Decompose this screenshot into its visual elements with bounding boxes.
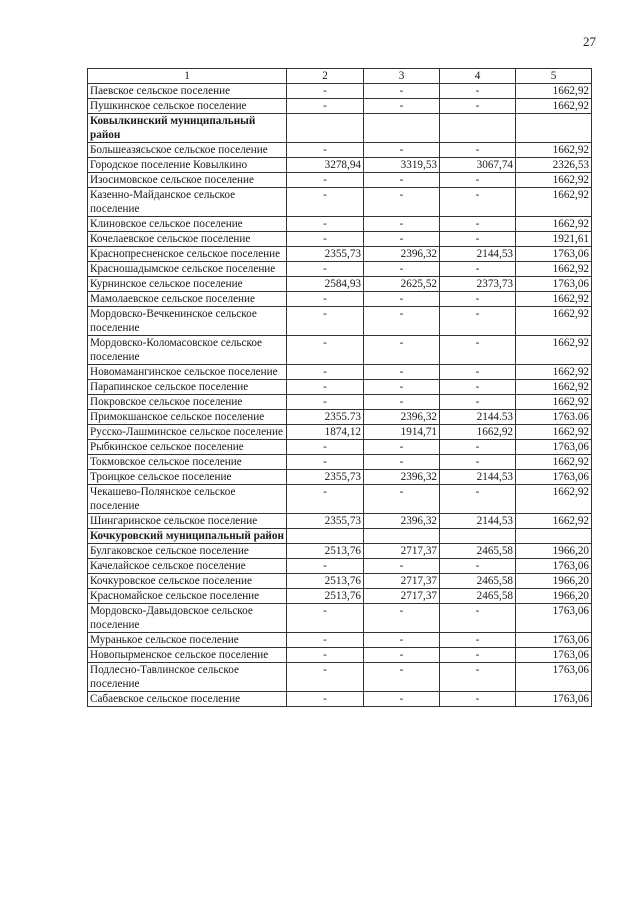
- value-cell-c5: 1662,92: [516, 455, 592, 470]
- value-cell-c4: 2373,73: [440, 277, 516, 292]
- district-name-cell: Ковылкинский муниципальный район: [88, 114, 287, 143]
- value-cell-c5: 1662,92: [516, 217, 592, 232]
- value-cell-c3: -: [364, 692, 440, 707]
- value-cell-c3: -: [364, 292, 440, 307]
- settlement-name-cell: Подлесно-Тавлинское сельское поселение: [88, 663, 287, 692]
- settlement-name-cell: Мордовско-Давыдовское сельское поселение: [88, 604, 287, 633]
- value-cell-c2: -: [287, 188, 364, 217]
- value-cell-c4: -: [440, 380, 516, 395]
- tariff-table: [87, 68, 592, 707]
- value-cell-c3: -: [364, 380, 440, 395]
- value-cell-c4: -: [440, 143, 516, 158]
- value-cell-c3: -: [364, 365, 440, 380]
- settlement-name-cell: Покровское сельское поселение: [88, 395, 287, 410]
- table-row: [88, 158, 592, 173]
- value-cell-c5: 1966,20: [516, 589, 592, 604]
- value-cell-c5: 1763.06: [516, 410, 592, 425]
- value-cell-c4: -: [440, 262, 516, 277]
- settlement-name-cell: Кочкуровское сельское поселение: [88, 574, 287, 589]
- table-row: [88, 544, 592, 559]
- value-cell-c5: 1662,92: [516, 514, 592, 529]
- value-cell-c3: [364, 529, 440, 544]
- settlement-name-cell: Шингаринское сельское поселение: [88, 514, 287, 529]
- value-cell-c4: -: [440, 292, 516, 307]
- value-cell-c3: 3319,53: [364, 158, 440, 173]
- value-cell-c4: -: [440, 559, 516, 574]
- table-row: [88, 574, 592, 589]
- value-cell-c4: [440, 114, 516, 143]
- value-cell-c5: 1662,92: [516, 425, 592, 440]
- value-cell-c3: -: [364, 485, 440, 514]
- value-cell-c3: -: [364, 455, 440, 470]
- settlement-name-cell: Мордовско-Вечкенинское сельское поселение: [88, 307, 287, 336]
- value-cell-c3: 2396,32: [364, 470, 440, 485]
- value-cell-c5: 1662,92: [516, 99, 592, 114]
- value-cell-c2: 2513,76: [287, 589, 364, 604]
- value-cell-c3: -: [364, 262, 440, 277]
- settlement-name-cell: Токмовское сельское поселение: [88, 455, 287, 470]
- value-cell-c2: 2513,76: [287, 574, 364, 589]
- value-cell-c5: 1763,06: [516, 648, 592, 663]
- value-cell-c4: 2144,53: [440, 247, 516, 262]
- value-cell-c4: -: [440, 173, 516, 188]
- settlement-name-cell: Мамолаевское сельское поселение: [88, 292, 287, 307]
- table-row: [88, 247, 592, 262]
- value-cell-c5: 1662,92: [516, 380, 592, 395]
- table-row: [88, 380, 592, 395]
- value-cell-c3: 2396,32: [364, 247, 440, 262]
- value-cell-c3: -: [364, 336, 440, 365]
- column-header-3: 3: [364, 69, 440, 84]
- value-cell-c5: 1966,20: [516, 574, 592, 589]
- value-cell-c5: 1763,06: [516, 559, 592, 574]
- value-cell-c5: 1763,06: [516, 604, 592, 633]
- value-cell-c5: 1763,06: [516, 470, 592, 485]
- value-cell-c4: -: [440, 84, 516, 99]
- settlement-name-cell: Большеазясьское сельское поселение: [88, 143, 287, 158]
- value-cell-c5: [516, 114, 592, 143]
- value-cell-c4: -: [440, 99, 516, 114]
- value-cell-c3: -: [364, 604, 440, 633]
- value-cell-c4: -: [440, 365, 516, 380]
- value-cell-c4: -: [440, 188, 516, 217]
- value-cell-c2: -: [287, 559, 364, 574]
- value-cell-c5: 1662,92: [516, 173, 592, 188]
- value-cell-c2: -: [287, 648, 364, 663]
- value-cell-c2: -: [287, 307, 364, 336]
- value-cell-c5: 1662,92: [516, 365, 592, 380]
- settlement-name-cell: Изосимовское сельское поселение: [88, 173, 287, 188]
- table-row: [88, 143, 592, 158]
- value-cell-c5: 1763,06: [516, 247, 592, 262]
- value-cell-c2: -: [287, 143, 364, 158]
- value-cell-c4: 2144,53: [440, 514, 516, 529]
- value-cell-c2: -: [287, 336, 364, 365]
- value-cell-c4: 2465,58: [440, 574, 516, 589]
- value-cell-c3: 2717,37: [364, 589, 440, 604]
- value-cell-c3: -: [364, 188, 440, 217]
- value-cell-c3: -: [364, 232, 440, 247]
- table-row: [88, 232, 592, 247]
- value-cell-c4: -: [440, 692, 516, 707]
- value-cell-c5: 1662,92: [516, 262, 592, 277]
- value-cell-c2: 2355,73: [287, 514, 364, 529]
- settlement-name-cell: Парапинское сельское поселение: [88, 380, 287, 395]
- value-cell-c5: 1662,92: [516, 395, 592, 410]
- value-cell-c4: 3067,74: [440, 158, 516, 173]
- value-cell-c5: 1763,06: [516, 440, 592, 455]
- settlement-name-cell: Булгаковское сельское поселение: [88, 544, 287, 559]
- value-cell-c2: 2355,73: [287, 247, 364, 262]
- value-cell-c5: 1763,06: [516, 277, 592, 292]
- value-cell-c2: -: [287, 173, 364, 188]
- value-cell-c4: 1662,92: [440, 425, 516, 440]
- settlement-name-cell: Клиновское сельское поселение: [88, 217, 287, 232]
- table-row: [88, 365, 592, 380]
- value-cell-c3: -: [364, 559, 440, 574]
- settlement-name-cell: Краснопресненское сельское поселение: [88, 247, 287, 262]
- value-cell-c2: -: [287, 365, 364, 380]
- table-row: [88, 336, 592, 365]
- value-cell-c2: -: [287, 604, 364, 633]
- value-cell-c5: 1763,06: [516, 633, 592, 648]
- table-row: [88, 589, 592, 604]
- value-cell-c4: 2144.53: [440, 410, 516, 425]
- settlement-name-cell: Русско-Лашминское сельское поселение: [88, 425, 287, 440]
- settlement-name-cell: Кочелаевское сельское поселение: [88, 232, 287, 247]
- value-cell-c3: 2396,32: [364, 514, 440, 529]
- value-cell-c2: -: [287, 292, 364, 307]
- value-cell-c4: -: [440, 648, 516, 663]
- value-cell-c3: 2396,32: [364, 410, 440, 425]
- value-cell-c4: -: [440, 633, 516, 648]
- value-cell-c3: 2717,37: [364, 544, 440, 559]
- settlement-name-cell: Городское поселение Ковылкино: [88, 158, 287, 173]
- value-cell-c3: 2625,52: [364, 277, 440, 292]
- value-cell-c4: -: [440, 604, 516, 633]
- value-cell-c2: 3278,94: [287, 158, 364, 173]
- value-cell-c5: 1662,92: [516, 485, 592, 514]
- value-cell-c5: 1662,92: [516, 143, 592, 158]
- value-cell-c2: -: [287, 485, 364, 514]
- value-cell-c2: -: [287, 663, 364, 692]
- settlement-name-cell: Казенно-Майданское сельское поселение: [88, 188, 287, 217]
- value-cell-c5: 2326,53: [516, 158, 592, 173]
- table-row: [88, 277, 592, 292]
- value-cell-c5: 1921,61: [516, 232, 592, 247]
- value-cell-c2: -: [287, 232, 364, 247]
- settlement-name-cell: Паевское сельское поселение: [88, 84, 287, 99]
- value-cell-c4: -: [440, 440, 516, 455]
- value-cell-c4: 2465,58: [440, 544, 516, 559]
- value-cell-c5: [516, 529, 592, 544]
- value-cell-c5: 1662,92: [516, 336, 592, 365]
- value-cell-c2: [287, 114, 364, 143]
- value-cell-c4: 2465,58: [440, 589, 516, 604]
- value-cell-c2: -: [287, 99, 364, 114]
- value-cell-c5: 1662,92: [516, 307, 592, 336]
- value-cell-c3: -: [364, 663, 440, 692]
- value-cell-c3: -: [364, 217, 440, 232]
- value-cell-c2: -: [287, 440, 364, 455]
- settlement-name-cell: Муранькое сельское поселение: [88, 633, 287, 648]
- settlement-name-cell: Чекашево-Полянское сельское поселение: [88, 485, 287, 514]
- column-header-5: 5: [516, 69, 592, 84]
- value-cell-c2: -: [287, 633, 364, 648]
- table-row: [88, 84, 592, 99]
- table-row: [88, 559, 592, 574]
- value-cell-c3: 2717,37: [364, 574, 440, 589]
- settlement-name-cell: Качелайское сельское поселение: [88, 559, 287, 574]
- table-row: [88, 262, 592, 277]
- settlement-name-cell: Рыбкинское сельское поселение: [88, 440, 287, 455]
- value-cell-c2: -: [287, 455, 364, 470]
- value-cell-c5: 1763,06: [516, 663, 592, 692]
- value-cell-c3: -: [364, 648, 440, 663]
- table-row: [88, 173, 592, 188]
- section-row: [88, 114, 592, 143]
- settlement-name-cell: Новомамангинское сельское поселение: [88, 365, 287, 380]
- table-row: [88, 470, 592, 485]
- table-row: [88, 307, 592, 336]
- settlement-name-cell: Пушкинское сельское поселение: [88, 99, 287, 114]
- value-cell-c2: -: [287, 692, 364, 707]
- value-cell-c2: -: [287, 84, 364, 99]
- section-row: [88, 529, 592, 544]
- value-cell-c4: -: [440, 217, 516, 232]
- value-cell-c4: -: [440, 232, 516, 247]
- value-cell-c2: -: [287, 395, 364, 410]
- district-name-cell: Кочкуровский муниципальный район: [88, 529, 287, 544]
- value-cell-c3: -: [364, 99, 440, 114]
- table-row: [88, 692, 592, 707]
- table-row: [88, 648, 592, 663]
- value-cell-c5: 1763,06: [516, 692, 592, 707]
- value-cell-c4: -: [440, 336, 516, 365]
- value-cell-c3: -: [364, 173, 440, 188]
- value-cell-c2: 2355,73: [287, 470, 364, 485]
- table-row: [88, 455, 592, 470]
- value-cell-c4: -: [440, 485, 516, 514]
- value-cell-c2: 2584,93: [287, 277, 364, 292]
- value-cell-c4: 2144,53: [440, 470, 516, 485]
- table-row: [88, 514, 592, 529]
- table-row: [88, 425, 592, 440]
- table-row: [88, 604, 592, 633]
- value-cell-c5: 1662,92: [516, 84, 592, 99]
- table-row: [88, 485, 592, 514]
- value-cell-c3: [364, 114, 440, 143]
- table-row: [88, 440, 592, 455]
- value-cell-c4: -: [440, 307, 516, 336]
- value-cell-c4: -: [440, 395, 516, 410]
- value-cell-c3: -: [364, 440, 440, 455]
- value-cell-c5: 1662,92: [516, 188, 592, 217]
- value-cell-c3: -: [364, 395, 440, 410]
- table-row: [88, 217, 592, 232]
- settlement-name-cell: Примокшанское сельское поселение: [88, 410, 287, 425]
- value-cell-c2: 2355.73: [287, 410, 364, 425]
- value-cell-c2: -: [287, 262, 364, 277]
- column-header-2: 2: [287, 69, 364, 84]
- table-row: [88, 395, 592, 410]
- table-row: [88, 663, 592, 692]
- table-row: [88, 292, 592, 307]
- table-header-row: [88, 69, 592, 84]
- value-cell-c2: [287, 529, 364, 544]
- settlement-name-cell: Красномайское сельское поселение: [88, 589, 287, 604]
- settlement-name-cell: Курнинское сельское поселение: [88, 277, 287, 292]
- column-header-4: 4: [440, 69, 516, 84]
- table-row: [88, 633, 592, 648]
- table-row: [88, 410, 592, 425]
- value-cell-c3: -: [364, 84, 440, 99]
- value-cell-c3: -: [364, 307, 440, 336]
- value-cell-c3: -: [364, 633, 440, 648]
- value-cell-c5: 1966,20: [516, 544, 592, 559]
- value-cell-c5: 1662,92: [516, 292, 592, 307]
- table-row: [88, 99, 592, 114]
- table-body: [88, 84, 592, 707]
- settlement-name-cell: Новопырменское сельское поселение: [88, 648, 287, 663]
- value-cell-c3: 1914,71: [364, 425, 440, 440]
- settlement-name-cell: Мордовско-Коломасовское сельское поселение: [88, 336, 287, 365]
- value-cell-c4: [440, 529, 516, 544]
- value-cell-c3: -: [364, 143, 440, 158]
- page-number: 27: [583, 34, 596, 49]
- column-header-1: 1: [88, 69, 287, 84]
- value-cell-c2: -: [287, 380, 364, 395]
- value-cell-c4: -: [440, 663, 516, 692]
- value-cell-c2: -: [287, 217, 364, 232]
- settlement-name-cell: Сабаевское сельское поселение: [88, 692, 287, 707]
- table-row: [88, 188, 592, 217]
- settlement-name-cell: Троицкое сельское поселение: [88, 470, 287, 485]
- settlement-name-cell: Красношадымское сельское поселение: [88, 262, 287, 277]
- value-cell-c2: 1874,12: [287, 425, 364, 440]
- value-cell-c4: -: [440, 455, 516, 470]
- value-cell-c2: 2513,76: [287, 544, 364, 559]
